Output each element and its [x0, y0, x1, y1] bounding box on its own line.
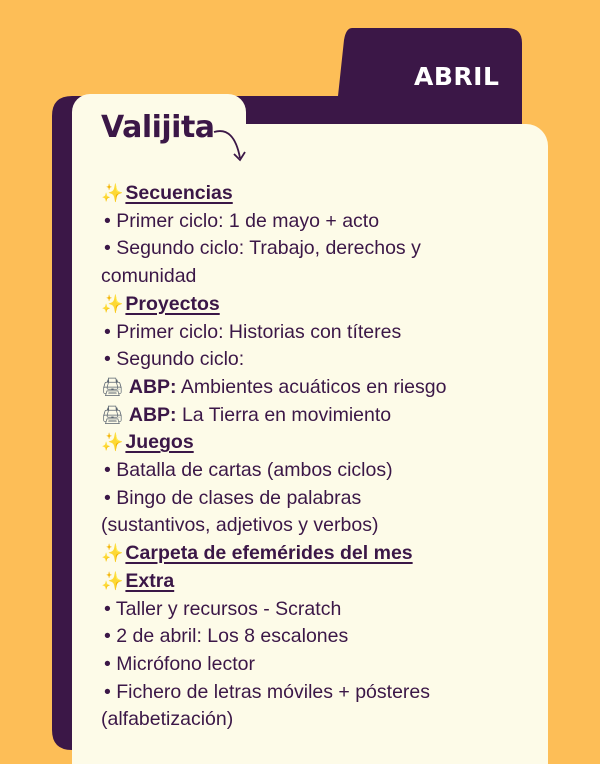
printer-icon: 🖨 [101, 404, 124, 425]
sparkles-icon: ✨ [101, 293, 124, 314]
section-proyectos [101, 291, 541, 319]
list-item: • Micrófono lector [104, 652, 255, 675]
list-item: • Batalla de cartas (ambos ciclos) [104, 459, 393, 482]
sparkles-icon: ✨ [101, 570, 124, 591]
sparkles-icon: ✨ [101, 543, 124, 564]
month-label: ABRIL [414, 62, 500, 91]
list-item: (alfabetización) [101, 708, 234, 731]
abp-text: La Tierra en movimiento [176, 403, 392, 426]
section-secuencias [101, 180, 541, 208]
section-title: Carpeta de efemérides del mes [125, 542, 413, 565]
list-item: • Primer ciclo: 1 de mayo + acto [104, 209, 380, 232]
section-title: Proyectos [125, 292, 220, 315]
abp-item [101, 402, 541, 430]
list-item: • Segundo ciclo: [104, 348, 245, 371]
abp-item [101, 374, 541, 402]
section-title: Juegos [125, 431, 194, 454]
abp-text: Ambientes acuáticos en riesgo [176, 375, 447, 398]
section-juegos [101, 429, 541, 457]
content-list [101, 180, 541, 734]
section-carpeta [101, 540, 541, 568]
section-title: Extra [125, 569, 175, 592]
list-item: • Segundo ciclo: Trabajo, derechos y [104, 237, 421, 260]
list-item: • Bingo de clases de palabras [104, 486, 362, 509]
list-item: • Primer ciclo: Historias con títeres [104, 320, 402, 343]
sparkles-icon: ✨ [101, 183, 124, 203]
list-item: • 2 de abril: Los 8 escalones [104, 625, 349, 648]
curved-arrow-icon [212, 124, 252, 166]
printer-icon: 🖨 [101, 376, 124, 397]
section-title: Secuencias [125, 182, 233, 204]
sparkles-icon: ✨ [101, 432, 124, 453]
list-item: • Fichero de letras móviles + pósteres [104, 680, 431, 703]
abp-label: ABP: [128, 375, 177, 398]
section-extra [101, 568, 541, 596]
abp-label: ABP: [128, 403, 177, 426]
list-item: • Taller y recursos - Scratch [104, 597, 342, 620]
list-item: comunidad [101, 265, 197, 288]
brand-logo: Valijita [101, 110, 215, 145]
list-item: (sustantivos, adjetivos y verbos) [101, 514, 379, 537]
